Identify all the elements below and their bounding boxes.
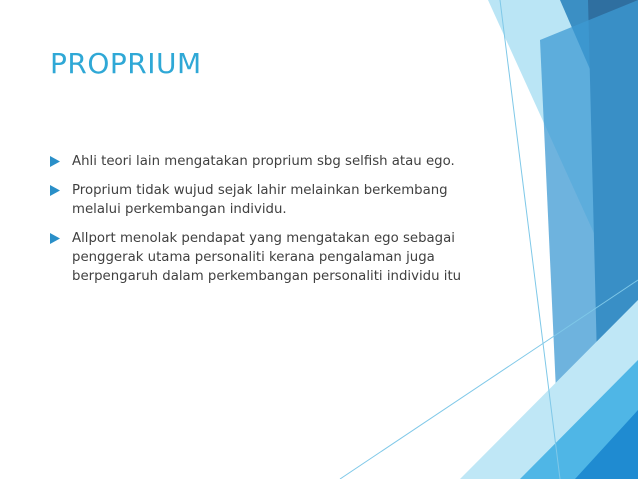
bullet-text: Proprium tidak wujud sejak lahir melainkan berkembang melalui perkembangan individu. [72,183,448,217]
triangle-right-icon [50,152,72,167]
bullet-text: Allport menolak pendapat yang mengatakan ego sebagai penggerak utama personaliti kerana pengalaman juga berpengaruh dalam perkembangan personaliti individu itu [72,231,462,284]
triangle-right-icon [50,181,72,196]
slide-title: PROPRIUM [50,47,202,80]
triangle-right-icon [50,229,72,244]
bullet-item [50,181,490,219]
bullet-item [50,229,490,286]
bullet-item [50,152,490,171]
bullet-list [50,152,490,296]
bullet-text: Ahli teori lain mengatakan proprium sbg selfish atau ego. [72,154,455,169]
